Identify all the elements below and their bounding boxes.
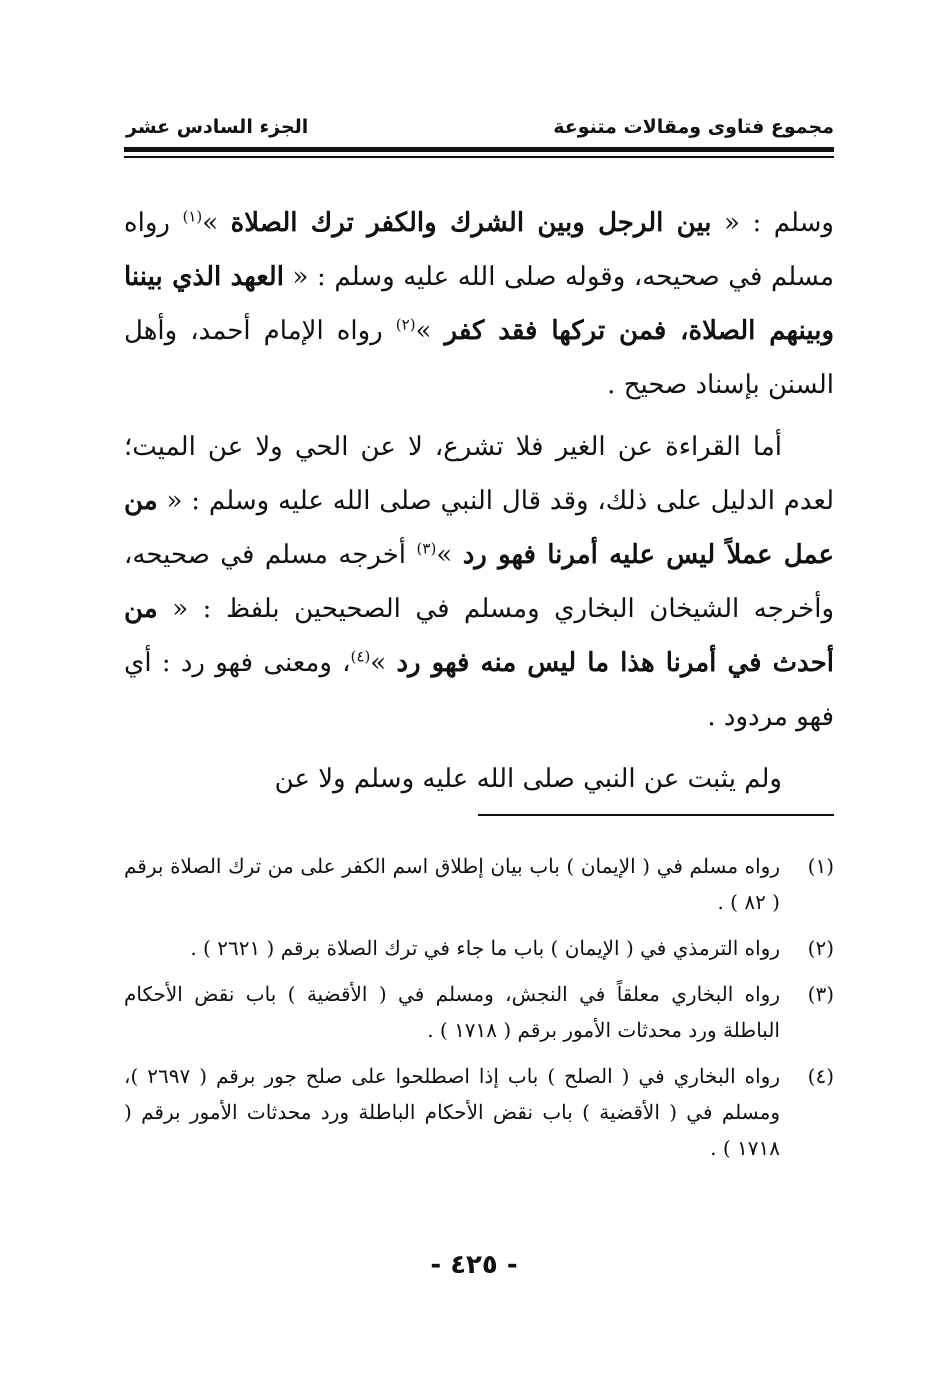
footnote-item bbox=[124, 1058, 834, 1166]
text-span: رواه الإمام أحمد، وأهل السنن بإسناد صحيح . bbox=[124, 316, 834, 400]
footnote-separator bbox=[478, 814, 834, 816]
footnote-marker: (٤) bbox=[350, 647, 371, 666]
footnote-item bbox=[124, 848, 834, 920]
footnote-text: رواه البخاري في ( الصلح ) باب إذا اصطلحوا على صلح جور برقم ( ٢٦٩٧ )، ومسلم في ( الأقضية ) باب نقض الأحكام الباطلة ورد محدثات الأمور برقم ( ١٧١٨ ) . bbox=[124, 1064, 780, 1160]
text-span: » bbox=[370, 648, 397, 678]
hadith-quote: من أحدث في أمرنا هذا ما ليس منه فهو رد bbox=[124, 594, 835, 678]
header-rule-thick bbox=[124, 147, 834, 152]
paragraph-3: ولم يثبت عن النبي صلى الله عليه وسلم ولا عن bbox=[274, 764, 782, 794]
footnote-number: (٣) bbox=[807, 982, 834, 1006]
page-number: - ٤٢٥ - bbox=[430, 1250, 518, 1280]
footnote-text: رواه الترمذي في ( الإيمان ) باب ما جاء في ترك الصلاة برقم ( ٢٦٢١ ) . bbox=[190, 936, 780, 960]
footnote-item bbox=[124, 976, 834, 1048]
footnote-number: (٤) bbox=[807, 1064, 834, 1088]
footnote-marker: (١) bbox=[182, 207, 203, 226]
text-span: ، ومعنى فهو رد : أي فهو مردود . bbox=[124, 648, 834, 732]
hadith-quote: العهد الذي بيننا وبينهم الصلاة، فمن تركها فقد كفر bbox=[124, 262, 835, 346]
text-span: أما القراءة عن الغير فلا تشرع، لا عن الحي ولا عن الميت؛ لعدم الدليل على ذلك، وقد قال النبي صلى الله عليه وسلم : « bbox=[124, 432, 834, 516]
footnote-item bbox=[124, 930, 834, 966]
paragraph-2 bbox=[124, 420, 834, 744]
footnote-number: (٢) bbox=[807, 936, 834, 960]
text-span: » bbox=[436, 540, 463, 570]
book-title: مجموع فتاوى ومقالات متنوعة bbox=[553, 116, 834, 138]
text-span: رواه مسلم في صحيحه، وقوله صلى الله عليه وسلم : « bbox=[124, 208, 835, 292]
text-span: أخرجه مسلم في صحيحه، وأخرجه الشيخان البخاري ومسلم في الصحيحين بلفظ : « bbox=[124, 540, 834, 624]
footnote-text: رواه مسلم في ( الإيمان ) باب بيان إطلاق اسم الكفر على من ترك الصلاة برقم ( ٨٢ ) . bbox=[124, 854, 780, 914]
footnote-marker: (٢) bbox=[395, 315, 416, 334]
text-span: » bbox=[415, 316, 445, 346]
header-rule-thin bbox=[124, 156, 834, 158]
main-text bbox=[124, 196, 834, 814]
footnotes bbox=[124, 848, 834, 1176]
footnote-text: رواه البخاري معلقاً في النجش، ومسلم في ( الأقضية ) باب نقض الأحكام الباطلة ورد محدثات الأمور برقم ( ١٧١٨ ) . bbox=[124, 982, 780, 1042]
text-span: » bbox=[202, 208, 231, 238]
running-header bbox=[126, 110, 834, 148]
volume-title: الجزء السادس عشر bbox=[126, 116, 309, 138]
paragraph-1 bbox=[124, 196, 834, 412]
hadith-quote: بين الرجل وبين الشرك والكفر ترك الصلاة bbox=[230, 208, 712, 238]
text-span: وسلم : « bbox=[711, 208, 834, 238]
footnote-marker: (٣) bbox=[416, 539, 437, 558]
footnote-number: (١) bbox=[807, 854, 834, 878]
hadith-quote: من عمل عملاً ليس عليه أمرنا فهو رد bbox=[124, 486, 835, 570]
